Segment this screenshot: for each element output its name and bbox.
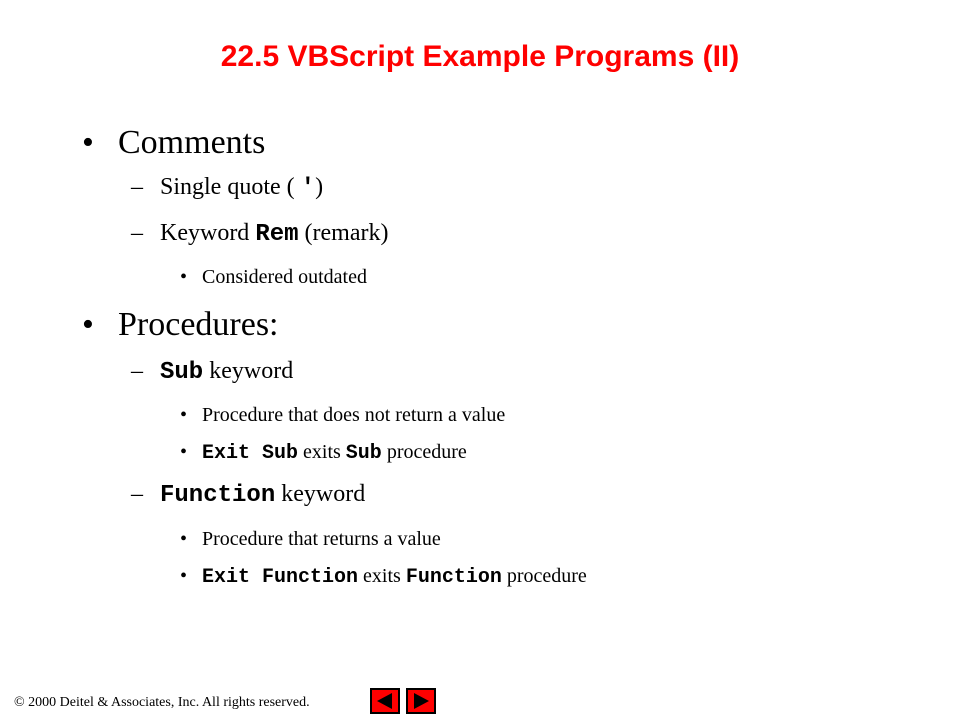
single-quote-close: ) bbox=[315, 174, 324, 200]
sub-bullet-marker: • bbox=[180, 528, 188, 550]
considered-outdated: Considered outdated bbox=[202, 266, 367, 288]
dash-marker: – bbox=[131, 358, 143, 384]
forward-button[interactable] bbox=[406, 688, 436, 714]
function-code: Function bbox=[160, 482, 276, 509]
single-quote-code: ' bbox=[300, 175, 316, 202]
function-keyword-suffix: keyword bbox=[281, 481, 366, 507]
exit-function-mid: exits bbox=[363, 565, 401, 587]
copyright-footer: © 2000 Deitel & Associates, Inc. All rights reserved. bbox=[14, 695, 310, 710]
back-button[interactable] bbox=[370, 688, 400, 714]
bullet-marker: • bbox=[82, 306, 94, 343]
exit-function-suffix: procedure bbox=[506, 565, 587, 587]
sub-code-inline: Sub bbox=[345, 442, 382, 465]
exit-sub-suffix: procedure bbox=[386, 441, 467, 463]
function-code-inline: Function bbox=[405, 566, 502, 589]
right-triangle-icon bbox=[408, 690, 434, 712]
dash-marker: – bbox=[131, 220, 143, 246]
sub-bullet-marker: • bbox=[180, 441, 188, 463]
exit-sub-mid: exits bbox=[303, 441, 341, 463]
sub-bullet-marker: • bbox=[180, 266, 188, 288]
exit-sub-code: Exit Sub bbox=[202, 442, 299, 465]
exit-sub-item bbox=[202, 441, 467, 465]
dash-marker: – bbox=[131, 481, 143, 507]
function-keyword-item bbox=[160, 481, 365, 509]
keyword-text: Keyword bbox=[160, 220, 250, 246]
sub-bullet-marker: • bbox=[180, 565, 188, 587]
single-quote-text: Single quote ( bbox=[160, 174, 295, 200]
left-triangle-icon bbox=[372, 690, 398, 712]
comments-heading: Comments bbox=[118, 124, 266, 161]
sub-bullet-marker: • bbox=[180, 404, 188, 426]
sub-keyword-suffix: keyword bbox=[209, 358, 294, 384]
exit-function-code: Exit Function bbox=[202, 566, 359, 589]
bullet-marker: • bbox=[82, 124, 94, 161]
dash-marker: – bbox=[131, 174, 143, 200]
sub-description: Procedure that does not return a value bbox=[202, 404, 506, 426]
procedures-heading: Procedures: bbox=[118, 306, 279, 343]
single-quote-item bbox=[160, 174, 323, 202]
keyword-suffix: (remark) bbox=[304, 220, 389, 246]
exit-function-item bbox=[202, 565, 587, 589]
sub-code: Sub bbox=[160, 359, 204, 386]
rem-code: Rem bbox=[255, 221, 299, 248]
function-description: Procedure that returns a value bbox=[202, 528, 441, 550]
slide-title: 22.5 VBScript Example Programs (II) bbox=[220, 40, 740, 73]
keyword-rem-item bbox=[160, 220, 388, 248]
sub-keyword-item bbox=[160, 358, 293, 386]
